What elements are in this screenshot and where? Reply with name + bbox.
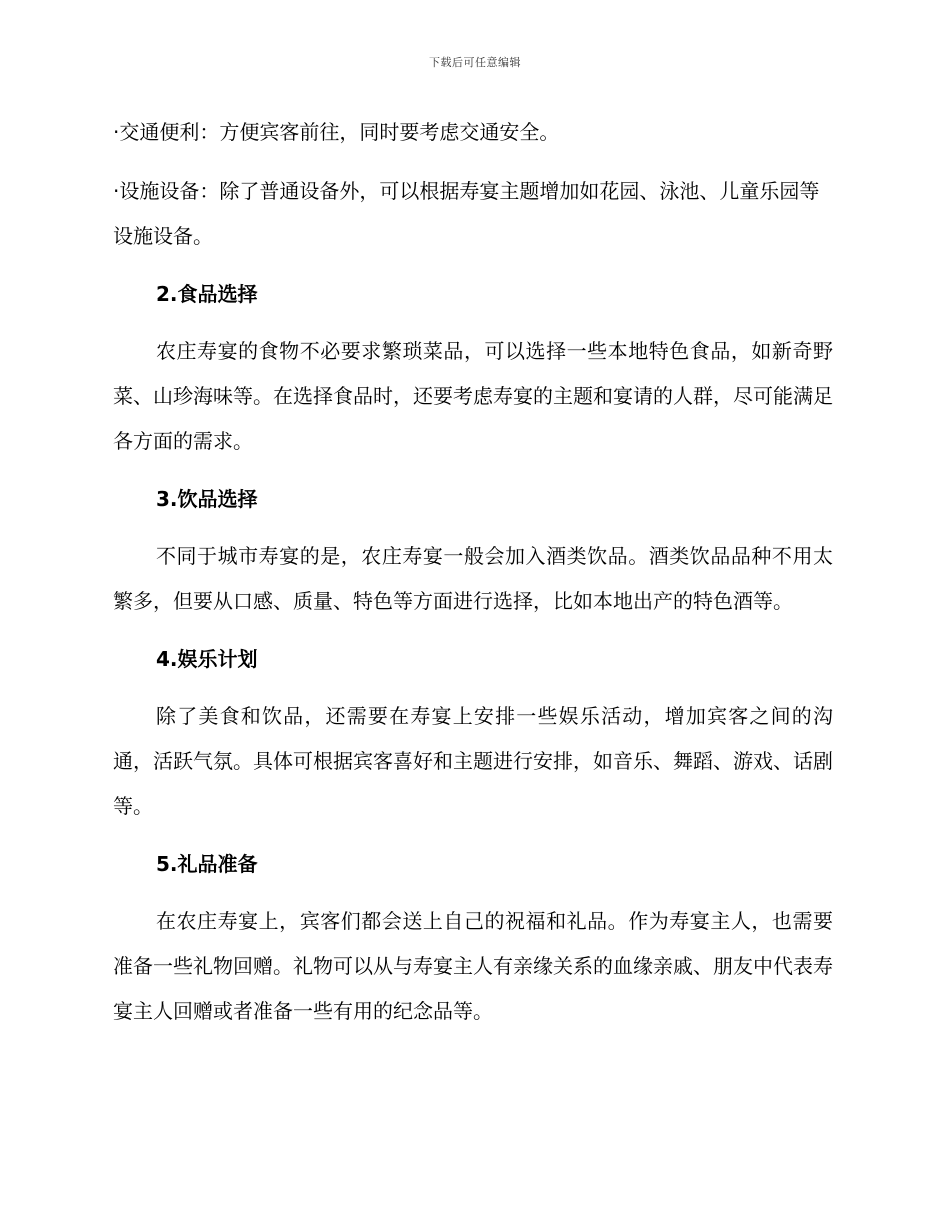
section-body-gifts: 在农庄寿宴上，宾客们都会送上自己的祝福和礼品。作为寿宴主人，也需要准备一些礼物回赠。礼物可以从与寿宴主人有亲缘关系的血缘亲戚、朋友中代表寿宴主人回赠或者准备一些有用的纪念品等。 bbox=[113, 909, 833, 1023]
bullet-transport: ·交通便利：方便宾客前往，同时要考虑交通安全。 bbox=[113, 120, 560, 144]
section-heading-drinks: 3.饮品选择 bbox=[156, 487, 258, 511]
section-heading-food: 2.食品选择 bbox=[156, 282, 258, 306]
section-heading-entertainment: 4.娱乐计划 bbox=[156, 647, 258, 671]
section-heading-gifts: 5.礼品准备 bbox=[156, 852, 258, 876]
document-body bbox=[113, 110, 833, 1034]
section-body-entertainment: 除了美食和饮品，还需要在寿宴上安排一些娱乐活动，增加宾客之间的沟通，活跃气氛。具体可根据宾客喜好和主题进行安排，如音乐、舞蹈、游戏、话剧等。 bbox=[113, 704, 833, 818]
bullet-facilities: ·设施设备：除了普通设备外，可以根据寿宴主题增加如花园、泳池、儿童乐园等设施设备。 bbox=[113, 179, 820, 248]
section-body-food: 农庄寿宴的食物不必要求繁琐菜品，可以选择一些本地特色食品，如新奇野菜、山珍海味等。在选择食品时，还要考虑寿宴的主题和宴请的人群，尽可能满足各方面的需求。 bbox=[113, 339, 833, 453]
section-body-drinks: 不同于城市寿宴的是，农庄寿宴一般会加入酒类饮品。酒类饮品品种不用太繁多，但要从口感、质量、特色等方面进行选择，比如本地出产的特色酒等。 bbox=[113, 544, 833, 613]
header-note: 下载后可任意编辑 bbox=[429, 56, 521, 69]
